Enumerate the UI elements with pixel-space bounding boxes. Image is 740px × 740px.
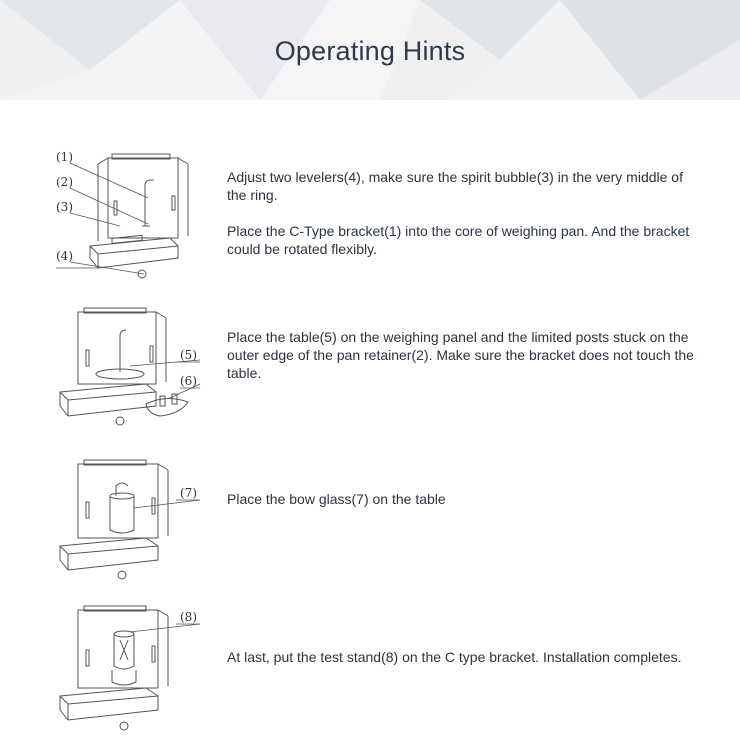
step-4-text — [227, 648, 705, 666]
step-3-text — [227, 490, 705, 508]
callout-2: (2) — [56, 175, 73, 189]
step-1-text — [227, 168, 705, 258]
callout-8: (8) — [180, 610, 197, 624]
balance-illustration-step-4 — [50, 604, 220, 734]
step-3 — [0, 452, 740, 580]
callout-5: (5) — [180, 348, 197, 362]
callout-7: (7) — [180, 486, 197, 500]
step-2-text — [227, 328, 705, 382]
page-title: Operating Hints — [274, 36, 466, 66]
callout-3: (3) — [56, 200, 73, 214]
balance-illustration-step-3 — [50, 456, 220, 580]
step-3-paragraph-1: Place the bow glass(7) on the table — [227, 491, 446, 507]
step-2 — [0, 298, 740, 430]
step-2-paragraph-1: Place the table(5) on the weighing panel and the limited posts stuck on the outer edge of the pan retainer(2). Make sure the bracket does not touch the table. — [227, 329, 694, 381]
callout-6: (6) — [180, 374, 197, 388]
step-4-paragraph-1: At last, put the test stand(8) on the C type bracket. Installation completes. — [227, 649, 682, 665]
step-1-paragraph-1: Adjust two levelers(4), make sure the spirit bubble(3) in the very middle of the ring. — [227, 169, 683, 203]
step-4 — [0, 600, 740, 736]
callout-4: (4) — [56, 249, 73, 263]
step-1-paragraph-2: Place the C-Type bracket(1) into the core of weighing pan. And the bracket could be rotated flexibly. — [227, 223, 690, 257]
balance-illustration-step-1 — [50, 146, 220, 280]
step-1 — [0, 140, 740, 280]
callout-1: (1) — [56, 150, 73, 164]
header-banner — [0, 0, 740, 100]
balance-illustration-step-2 — [50, 302, 220, 430]
